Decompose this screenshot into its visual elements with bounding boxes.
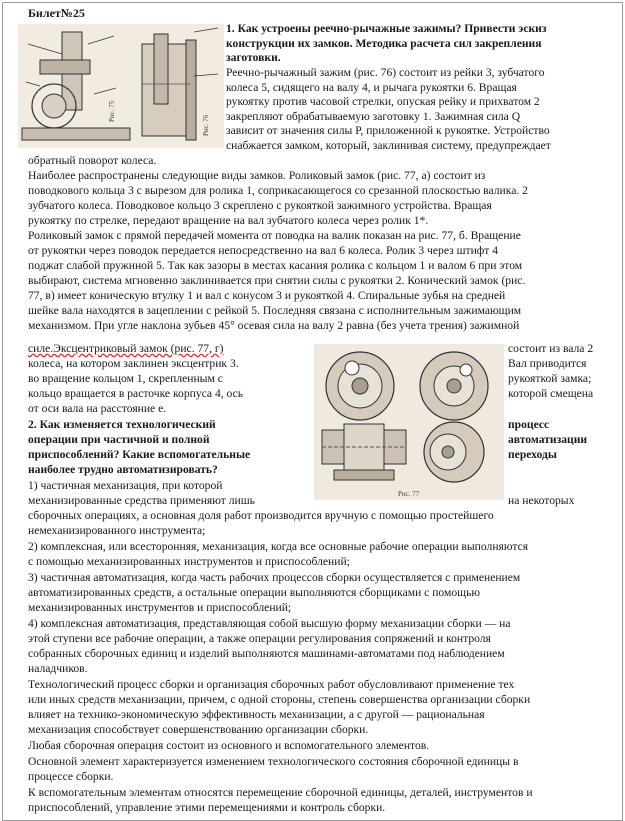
text-line: наиболее трудно автоматизировать? — [28, 463, 218, 476]
text-line: с помощью механизированных инструментов и приспособлений; — [28, 555, 350, 568]
text-line: 2) комплексная, или всесторонняя, механизация, когда все основные рабочие операции выполняются — [28, 540, 529, 553]
text-line: силе.Эксцентриковый замок (рис. 77, г) — [28, 342, 224, 355]
text-line: снабжается замком, который, заклинивая систему, предупреждает — [226, 139, 551, 152]
text-line: 1. Как устроены реечно-рычажные зажимы? Привести эскиз — [226, 22, 547, 35]
text-line: зубчатого колеса. Поводковое кольцо 3 скреплено с рукояткой зажимного устройства. Вращая — [28, 199, 492, 212]
text-line: механизированные средства применяют лишь — [28, 494, 255, 507]
text-line: рукоятку против часовой стрелки, опуская рейку и прихватом 2 — [226, 95, 540, 108]
text-line: процесс — [508, 418, 550, 431]
text-line: собранных сборочных единиц и изделий выполняются машинами-автоматами под наблюдением — [28, 647, 505, 660]
roller-lock-icon — [314, 344, 504, 500]
text-line: сборочных операциях, а основная доля работ производится вручную с помощью простейшего — [28, 509, 494, 522]
text-line: приспособлений, управление этими перемещениями и контроль сборки. — [28, 801, 386, 814]
text-line: Вал приводится — [508, 357, 587, 370]
text-line: выбирают, система мгновенно заклинивается при снятии силы с рукоятки 2. Конический замок (рис. — [28, 274, 526, 287]
text-line: конструкции их замков. Методика расчета сил закрепления — [226, 37, 542, 50]
text-line: К вспомогательным элементам относятся перемещение сборочной единицы, деталей, инструментов и — [28, 786, 533, 799]
text-line: Наиболее распространены следующие виды замков. Роликовый замок (рис. 77, а) состоит из — [28, 169, 486, 182]
fig77-caption: Рис. 77 — [398, 490, 420, 498]
text-line: или иных средств механизации, причем, с одной стороны, степень совершенства организации сборки — [28, 693, 531, 706]
text-line: состоит из вала 2 — [508, 342, 594, 355]
fig76-caption: Рис. 75 — [108, 100, 116, 122]
text-line: Технологический процесс сборки и организация сборочных работ обусловливают применение тех — [28, 678, 515, 691]
text-line: рукоятку по стрелке, передают вращение на вал зубчатого колеса через ролик 1*. — [28, 214, 429, 227]
text-line: 3) частичная автоматизация, когда часть рабочих процессов сборки осуществляется с применением — [28, 571, 521, 584]
text-line: обратный поворот колеса. — [28, 154, 157, 167]
text-line: зависит от значения силы P, приложенной к рукоятке. Устройство — [226, 124, 550, 137]
text-line: Реечно-рычажный зажим (рис. 76) состоит из рейки 3, зубчатого — [226, 66, 545, 79]
text-line: поджат слабой пружиной 5. Так как зазоры в местах касания ролика с кольцом 1 и валом 6 при этом — [28, 259, 523, 272]
text-line: закрепляют обрабатываемую заготовку 1. Зажимная сила Q — [226, 110, 521, 123]
text-line: на некоторых — [508, 494, 575, 507]
ticket-number: Билет№25 — [28, 6, 85, 20]
text-line: переходы — [508, 448, 557, 461]
text-line: колеса, на котором заклинен эксцентрик 3. — [28, 357, 239, 370]
text-line: автоматизации — [508, 433, 588, 446]
text-line: рукояткой замка; — [508, 372, 592, 385]
text-line: 2. Как изменяется технологический — [28, 418, 216, 431]
text-line: механизация способствует совершенствованию организации сборки. — [28, 723, 369, 736]
roller-lock-drawing — [314, 344, 504, 500]
text-line: от оси вала на расстояние e. — [28, 402, 167, 415]
text-line: во вращение кольцом 1, скрепленным с — [28, 372, 223, 385]
text-line: кольцо вращается в расточке корпуса 4, ось — [28, 387, 244, 400]
text-line: наладчиков. — [28, 662, 88, 675]
text-line: которой смещена — [508, 387, 594, 400]
text-line: приспособлений? Какие вспомогательные — [28, 448, 251, 461]
text-line: этой ступени все рабочие операции, а также операции регулирования сопряжений и контроля — [28, 632, 491, 645]
text-line: немеханизированного инструмента; — [28, 524, 206, 537]
text-line: Любая сборочная операция состоит из основного и вспомогательного элементов. — [28, 739, 430, 752]
text-line: 1) частичная механизация, при которой — [28, 479, 223, 492]
text-line: влияет на технико-экономическую эффективность механизации, а с другой — рациональная — [28, 708, 485, 721]
text-line: колеса 5, сидящего на валу 4, и рычага рукоятки 6. Вращая — [226, 81, 517, 94]
text-line: процессе сборки. — [28, 770, 114, 783]
text-line: операции при частичной и полной — [28, 433, 210, 446]
text-line: автоматизированных средств, а остальные операции выполняются сборщиками с помощью — [28, 586, 481, 599]
fig76-caption-2: Рис. 76 — [202, 114, 210, 136]
text-line: Основной элемент характеризуется изменением технологического состояния сборочной единицы в — [28, 755, 519, 768]
text-line: 77, в) имеет коническую втулку 1 и вал с конусом 3 и рукояткой 4. Спиральные зубья на средней — [28, 289, 506, 302]
text-line: заготовки. — [226, 51, 281, 64]
rack-lever-clamp-drawing — [18, 24, 224, 148]
text-line: 4) комплексная автоматизация, представляющая собой высшую форму механизации сборки — на — [28, 617, 511, 630]
text-line: от рукоятки через поводок передается непосредственно на вал 6 колеса. Ролик 3 через штифт 4 — [28, 244, 499, 257]
text-line: механизированных инструментов и приспособлений; — [28, 601, 292, 614]
text-line: Роликовый замок с прямой передачей момента от поводка на валик показан на рис. 77, б. Вращение — [28, 229, 521, 242]
text-line: поводкового кольца 3 с вырезом для ролика 1, соприкасающегося со срезанной плоскостью валика. 2 — [28, 184, 528, 197]
rack-lever-clamp-icon — [18, 24, 224, 148]
text-line: механизмом. При угле наклона зубьев 45° осевая сила на валу 2 равна (без учета трения) зажимной — [28, 319, 520, 332]
text-line: шейке вала находятся в зацеплении с рейкой 5. Последняя связана с исполнительным зажимающим — [28, 304, 522, 317]
